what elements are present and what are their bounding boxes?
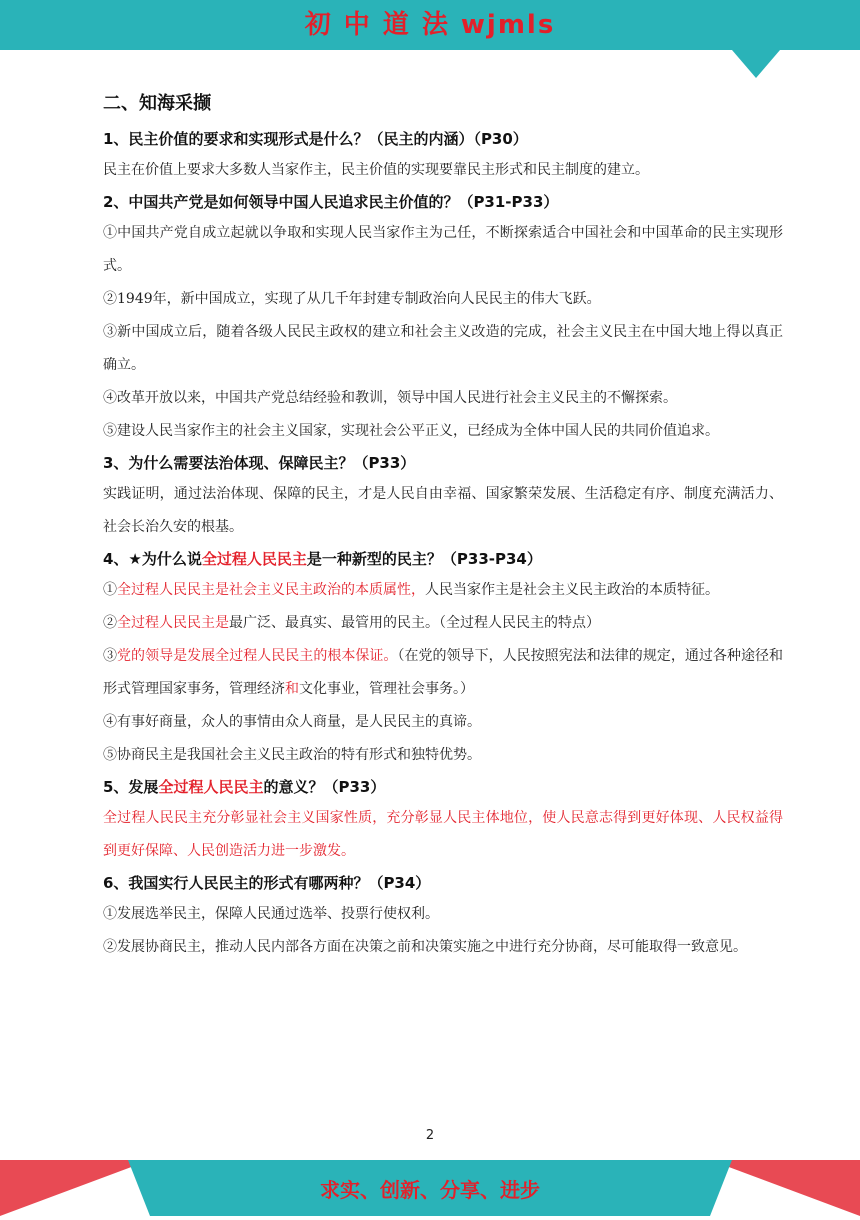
question-6-item: ②发展协商民主，推动人民内部各方面在决策之前和决策实施之中进行充分协商，尽可能取得一致意见。 <box>103 939 747 955</box>
item-text: 最广泛、最真实、最管用的民主。（全过程人民民主的特点） <box>229 615 600 631</box>
item-number: ① <box>103 582 117 598</box>
question-4-item: ⑤协商民主是我国社会主义民主政治的特有形式和独特优势。 <box>103 747 481 763</box>
question-2-title: 2、中国共产党是如何领导中国人民追求民主价值的？（P31-P33） <box>103 193 559 211</box>
footer-bar <box>0 1160 860 1216</box>
question-4-title <box>103 544 783 574</box>
highlight-text: 党的领导是发展全过程人民民主的根本保证。 <box>117 648 398 664</box>
q4-title-post: 是一种新型的民主？（P33-P34） <box>306 550 542 568</box>
question-4-item: ④有事好商量，众人的事情由众人商量，是人民民主的真谛。 <box>103 714 481 730</box>
question-5-title <box>103 772 783 802</box>
question-2-item: ①中国共产党自成立起就以争取和实现人民当家作主为己任，不断探索适合中国社会和中国革命的民主实现形式。 <box>103 225 783 274</box>
footer-slogan: 求实、创新、分享、进步 <box>320 1178 540 1202</box>
question-2-item: ④改革开放以来，中国共产党总结经验和教训，领导中国人民进行社会主义民主的不懈探索。 <box>103 390 677 406</box>
item-text: （在党的领导下，人民按照宪法和法律的规定，通过各种途径和形式管理国家事务，管理经济 <box>103 648 784 697</box>
item-text: 文化事业，管理社会事务。） <box>299 681 474 697</box>
q5-title-post: 的意义？（P33） <box>263 778 386 796</box>
q5-title-pre: 5、发展 <box>103 778 159 796</box>
question-3-title: 3、为什么需要法治体现、保障民主？（P33） <box>103 454 416 472</box>
q4-title-pre: 4、★为什么说 <box>103 550 202 568</box>
item-number: ② <box>103 615 117 631</box>
q4-title-highlight: 全过程人民民主 <box>201 550 307 568</box>
highlight-text: 全过程人民民主是社会主义民主政治的本质属性， <box>117 582 425 598</box>
highlight-text: 全过程人民民主是 <box>117 615 229 631</box>
question-2-item: ②1949年，新中国成立，实现了从几千年封建专制政治向人民民主的伟大飞跃。 <box>103 291 601 307</box>
header-notch <box>732 50 780 78</box>
question-5-answer: 全过程人民民主充分彰显社会主义国家性质，充分彰显人民主体地位，使人民意志得到更好体现、人民权益得到更好保障、人民创造活力进一步激发。 <box>103 810 783 859</box>
question-1-answer: 民主在价值上要求大多数人当家作主，民主价值的实现要靠民主形式和民主制度的建立。 <box>103 162 649 178</box>
document-content <box>103 90 783 964</box>
page-number: 2 <box>425 1128 435 1143</box>
question-4-item <box>103 640 783 706</box>
header-title: 初 中 道 法 wjmls <box>304 10 556 40</box>
question-1-title: 1、民主价值的要求和实现形式是什么？（民主的内涵）（P30） <box>103 130 528 148</box>
q5-title-highlight: 全过程人民民主 <box>158 778 264 796</box>
question-6-title: 6、我国实行人民民主的形式有哪两种？（P34） <box>103 874 431 892</box>
question-4-item <box>103 607 783 640</box>
highlight-text: 和 <box>285 681 299 697</box>
section-title: 二、知海采撷 <box>103 93 211 114</box>
question-2-item: ③新中国成立后，随着各级人民民主政权的建立和社会主义改造的完成，社会主义民主在中国大地上得以真正确立。 <box>103 324 783 373</box>
item-number: ③ <box>103 648 118 664</box>
question-6-item: ①发展选举民主，保障人民通过选举、投票行使权利。 <box>103 906 439 922</box>
question-3-answer: 实践证明，通过法治体现、保障的民主，才是人民自由幸福、国家繁荣发展、生活稳定有序、制度充满活力、社会长治久安的根基。 <box>103 486 783 535</box>
question-2-item: ⑤建设人民当家作主的社会主义国家，实现社会公平正义，已经成为全体中国人民的共同价值追求。 <box>103 423 719 439</box>
question-4-item <box>103 574 783 607</box>
item-text: 人民当家作主是社会主义民主政治的本质特征。 <box>425 582 719 598</box>
